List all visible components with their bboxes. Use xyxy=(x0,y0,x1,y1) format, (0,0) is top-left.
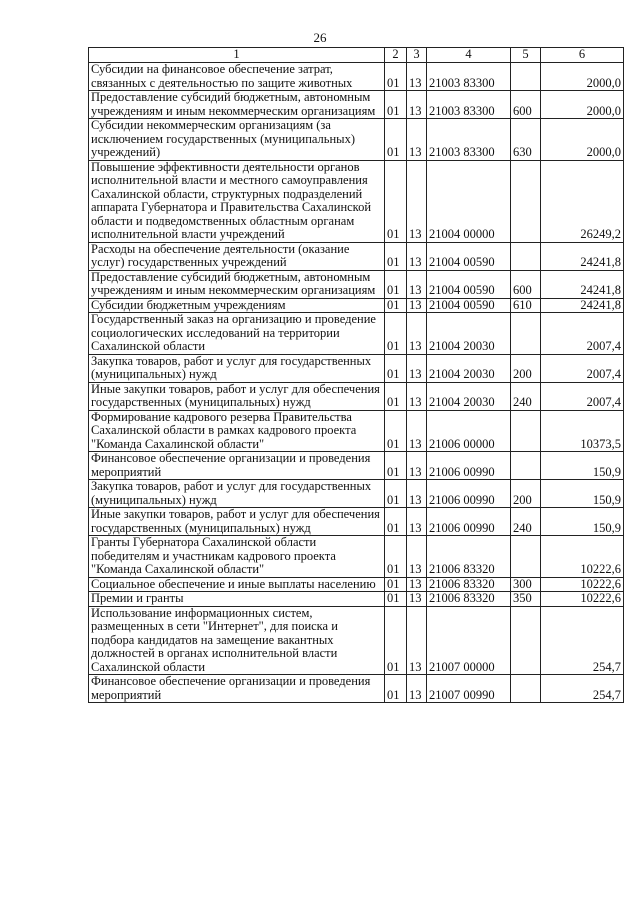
row-amount: 24241,8 xyxy=(541,298,624,313)
row-expense-type xyxy=(511,452,541,480)
row-name: Государственный заказ на организацию и проведение социологических исследований на территории Сахалинской области xyxy=(89,313,385,355)
row-section: 01 xyxy=(385,119,407,161)
row-subsection: 13 xyxy=(407,160,427,242)
row-expense-type xyxy=(511,675,541,703)
row-section: 01 xyxy=(385,606,407,675)
header-col-5: 5 xyxy=(511,48,541,63)
row-target-article: 21004 00590 xyxy=(427,270,511,298)
table-row xyxy=(89,410,624,452)
row-expense-type: 200 xyxy=(511,480,541,508)
table-row xyxy=(89,606,624,675)
row-name: Субсидии бюджетным учреждениям xyxy=(89,298,385,313)
table-row xyxy=(89,675,624,703)
row-section: 01 xyxy=(385,577,407,592)
table-row xyxy=(89,452,624,480)
row-amount: 10222,6 xyxy=(541,592,624,607)
row-expense-type: 610 xyxy=(511,298,541,313)
row-section: 01 xyxy=(385,382,407,410)
row-amount: 150,9 xyxy=(541,508,624,536)
header-col-1: 1 xyxy=(89,48,385,63)
row-amount: 2007,4 xyxy=(541,382,624,410)
row-name: Закупка товаров, работ и услуг для государственных (муниципальных) нужд xyxy=(89,480,385,508)
row-section: 01 xyxy=(385,452,407,480)
row-subsection: 13 xyxy=(407,577,427,592)
row-amount: 150,9 xyxy=(541,452,624,480)
table-row xyxy=(89,536,624,578)
row-expense-type: 630 xyxy=(511,119,541,161)
row-amount: 150,9 xyxy=(541,480,624,508)
table-row xyxy=(89,592,624,607)
row-amount: 2007,4 xyxy=(541,354,624,382)
row-name: Премии и гранты xyxy=(89,592,385,607)
row-amount: 26249,2 xyxy=(541,160,624,242)
row-section: 01 xyxy=(385,313,407,355)
row-target-article: 21006 83320 xyxy=(427,577,511,592)
row-section: 01 xyxy=(385,160,407,242)
row-amount: 2000,0 xyxy=(541,119,624,161)
row-target-article: 21003 83300 xyxy=(427,91,511,119)
row-subsection: 13 xyxy=(407,592,427,607)
row-subsection: 13 xyxy=(407,675,427,703)
row-amount: 2000,0 xyxy=(541,63,624,91)
row-subsection: 13 xyxy=(407,354,427,382)
row-target-article: 21007 00000 xyxy=(427,606,511,675)
row-amount: 2000,0 xyxy=(541,91,624,119)
row-name: Субсидии некоммерческим организациям (за исключением государственных (муниципальных) учреждений) xyxy=(89,119,385,161)
row-subsection: 13 xyxy=(407,270,427,298)
row-target-article: 21004 20030 xyxy=(427,354,511,382)
row-expense-type xyxy=(511,313,541,355)
row-subsection: 13 xyxy=(407,242,427,270)
row-section: 01 xyxy=(385,63,407,91)
header-row xyxy=(89,48,624,63)
row-expense-type xyxy=(511,606,541,675)
row-section: 01 xyxy=(385,91,407,119)
table-body xyxy=(89,63,624,703)
row-amount: 2007,4 xyxy=(541,313,624,355)
row-name: Финансовое обеспечение организации и проведения мероприятий xyxy=(89,675,385,703)
table-row xyxy=(89,119,624,161)
header-col-2: 2 xyxy=(385,48,407,63)
row-name: Повышение эффективности деятельности органов исполнительной власти и местного самоуправления Сахалинской области, структурных подразделений аппарата Губернатора и Правительства Сахалинской области и подведомственных областным органам исполнительной власти учреждений xyxy=(89,160,385,242)
row-name: Расходы на обеспечение деятельности (оказание услуг) государственных учреждений xyxy=(89,242,385,270)
row-target-article: 21006 00990 xyxy=(427,452,511,480)
row-expense-type xyxy=(511,242,541,270)
header-col-3: 3 xyxy=(407,48,427,63)
row-amount: 10373,5 xyxy=(541,410,624,452)
table-row xyxy=(89,298,624,313)
row-section: 01 xyxy=(385,298,407,313)
table-row xyxy=(89,91,624,119)
row-subsection: 13 xyxy=(407,382,427,410)
row-amount: 10222,6 xyxy=(541,536,624,578)
row-name: Гранты Губернатора Сахалинской области победителям и участникам кадрового проекта "Команда Сахалинской области" xyxy=(89,536,385,578)
row-subsection: 13 xyxy=(407,452,427,480)
row-expense-type: 300 xyxy=(511,577,541,592)
row-amount: 10222,6 xyxy=(541,577,624,592)
row-target-article: 21003 83300 xyxy=(427,119,511,161)
header-col-4: 4 xyxy=(427,48,511,63)
row-target-article: 21004 00590 xyxy=(427,242,511,270)
row-name: Закупка товаров, работ и услуг для государственных (муниципальных) нужд xyxy=(89,354,385,382)
row-section: 01 xyxy=(385,536,407,578)
row-target-article: 21004 00590 xyxy=(427,298,511,313)
row-target-article: 21003 83300 xyxy=(427,63,511,91)
row-expense-type xyxy=(511,410,541,452)
row-expense-type: 600 xyxy=(511,270,541,298)
row-subsection: 13 xyxy=(407,480,427,508)
row-target-article: 21006 00990 xyxy=(427,508,511,536)
row-name: Предоставление субсидий бюджетным, автономным учреждениям и иным некоммерческим организациям xyxy=(89,270,385,298)
row-subsection: 13 xyxy=(407,536,427,578)
row-name: Субсидии на финансовое обеспечение затрат, связанных с деятельностью по защите животных xyxy=(89,63,385,91)
row-amount: 254,7 xyxy=(541,675,624,703)
row-target-article: 21006 83320 xyxy=(427,592,511,607)
row-subsection: 13 xyxy=(407,63,427,91)
table-row xyxy=(89,270,624,298)
row-subsection: 13 xyxy=(407,508,427,536)
row-expense-type xyxy=(511,536,541,578)
row-subsection: 13 xyxy=(407,91,427,119)
row-section: 01 xyxy=(385,508,407,536)
row-section: 01 xyxy=(385,675,407,703)
row-name: Иные закупки товаров, работ и услуг для обеспечения государственных (муниципальных) нужд xyxy=(89,508,385,536)
row-name: Иные закупки товаров, работ и услуг для обеспечения государственных (муниципальных) нужд xyxy=(89,382,385,410)
table-row xyxy=(89,313,624,355)
budget-table xyxy=(88,47,624,703)
table-header xyxy=(89,48,624,63)
row-section: 01 xyxy=(385,480,407,508)
table-row xyxy=(89,63,624,91)
header-col-6: 6 xyxy=(541,48,624,63)
row-section: 01 xyxy=(385,592,407,607)
row-amount: 24241,8 xyxy=(541,270,624,298)
row-subsection: 13 xyxy=(407,606,427,675)
row-expense-type: 240 xyxy=(511,508,541,536)
row-expense-type xyxy=(511,160,541,242)
page-number: 26 xyxy=(313,30,327,45)
table-row xyxy=(89,160,624,242)
row-expense-type: 350 xyxy=(511,592,541,607)
table-row xyxy=(89,577,624,592)
table-row xyxy=(89,508,624,536)
row-name: Формирование кадрового резерва Правительства Сахалинской области в рамках кадрового проекта "Команда Сахалинской области" xyxy=(89,410,385,452)
table-row xyxy=(89,480,624,508)
row-name: Предоставление субсидий бюджетным, автономным учреждениям и иным некоммерческим организациям xyxy=(89,91,385,119)
table-row xyxy=(89,354,624,382)
row-section: 01 xyxy=(385,354,407,382)
row-name: Использование информационных систем, размещенных в сети "Интернет", для поиска и подбора кандидатов на замещение вакантных должностей в органах исполнительной власти Сахалинской области xyxy=(89,606,385,675)
row-name: Социальное обеспечение и иные выплаты населению xyxy=(89,577,385,592)
table-row xyxy=(89,382,624,410)
row-expense-type: 240 xyxy=(511,382,541,410)
row-target-article: 21004 00000 xyxy=(427,160,511,242)
row-target-article: 21007 00990 xyxy=(427,675,511,703)
row-target-article: 21006 83320 xyxy=(427,536,511,578)
row-target-article: 21006 00990 xyxy=(427,480,511,508)
row-target-article: 21004 20030 xyxy=(427,382,511,410)
row-target-article: 21004 20030 xyxy=(427,313,511,355)
row-subsection: 13 xyxy=(407,410,427,452)
row-subsection: 13 xyxy=(407,119,427,161)
row-name: Финансовое обеспечение организации и проведения мероприятий xyxy=(89,452,385,480)
row-expense-type xyxy=(511,63,541,91)
row-target-article: 21006 00000 xyxy=(427,410,511,452)
row-section: 01 xyxy=(385,242,407,270)
row-amount: 254,7 xyxy=(541,606,624,675)
row-expense-type: 200 xyxy=(511,354,541,382)
row-expense-type: 600 xyxy=(511,91,541,119)
table-row xyxy=(89,242,624,270)
row-amount: 24241,8 xyxy=(541,242,624,270)
row-section: 01 xyxy=(385,410,407,452)
row-subsection: 13 xyxy=(407,313,427,355)
row-section: 01 xyxy=(385,270,407,298)
row-subsection: 13 xyxy=(407,298,427,313)
